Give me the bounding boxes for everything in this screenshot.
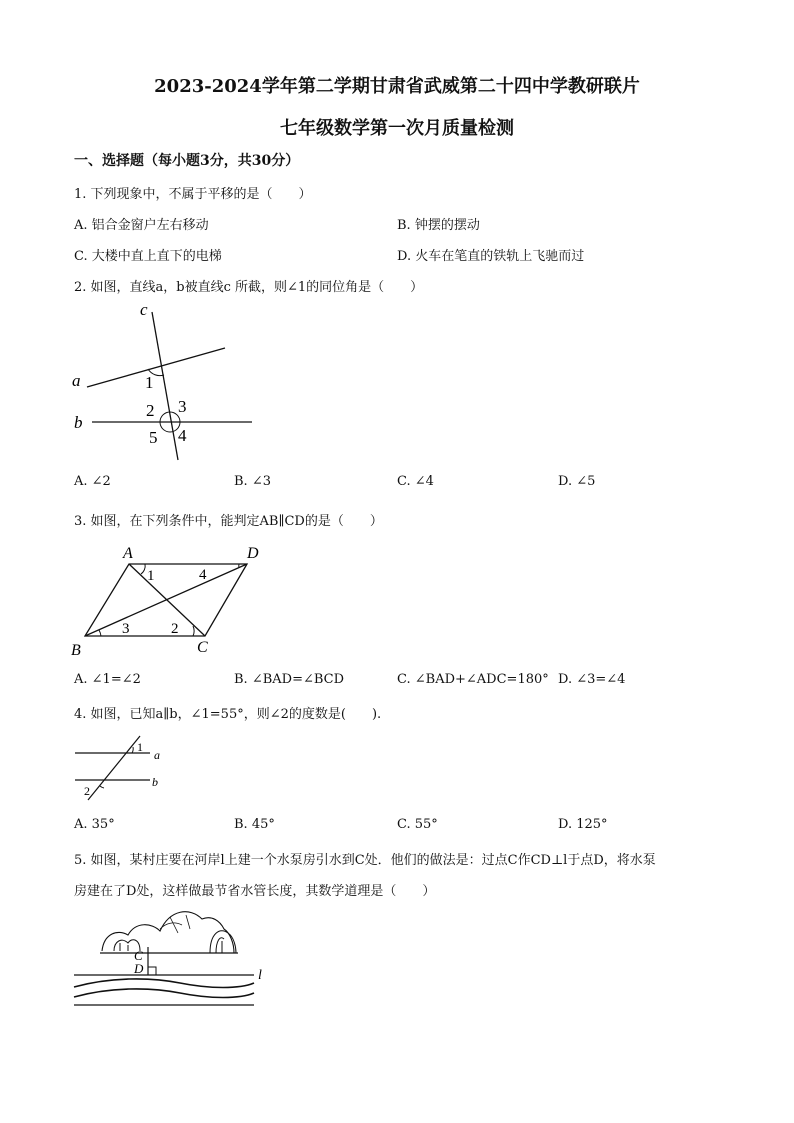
q3-label-b: B — [71, 642, 81, 659]
q3-angle1-arc — [141, 564, 145, 574]
q1-option-a: A. 铝合金窗户左右移动 — [74, 218, 209, 233]
q4-angle1-arc — [132, 747, 133, 753]
q3-label-d: D — [247, 545, 259, 562]
q3-label-1: 1 — [147, 568, 155, 584]
q3-option-b: B. ∠BAD=∠BCD — [234, 672, 345, 687]
q3-label-a: A — [123, 545, 133, 562]
q2-label-c: c — [140, 300, 148, 319]
exam-title-line1: 2023-2024学年第二学期甘肃省武威第二十四中学教研联片 — [154, 76, 640, 97]
q3-option-d: D. ∠3=∠4 — [558, 672, 626, 687]
q2-label-3: 3 — [178, 397, 187, 416]
q2-label-b: b — [74, 413, 83, 432]
q2-figure-transversal — [60, 295, 300, 470]
q3-label-3: 3 — [122, 621, 130, 637]
q5-tree-trunks — [120, 943, 128, 951]
q4-transversal — [88, 736, 140, 800]
q2-label-2: 2 — [146, 401, 155, 420]
q5-figure-river-village — [70, 903, 280, 1011]
q2-label-5: 5 — [149, 428, 158, 447]
q2-label-1: 1 — [145, 373, 154, 392]
q5-right-angle-mark — [148, 967, 156, 975]
q1-stem: 1. 下列现象中，不属于平移的是（ ） — [74, 187, 312, 202]
q1-option-c: C. 大楼中直上直下的电梯 — [74, 249, 222, 264]
q3-label-4: 4 — [199, 567, 207, 583]
q3-figure-parallelogram — [65, 540, 285, 665]
q3-option-c: C. ∠BAD+∠ADC=180° — [397, 672, 549, 687]
q5-label-l: l — [258, 968, 262, 983]
q4-stem: 4. 如图，已知a∥b，∠1=55°，则∠2的度数是( ). — [74, 707, 382, 722]
q2-line-a — [87, 348, 225, 387]
q3-stem: 3. 如图，在下列条件中，能判定AB∥CD的是（ ） — [74, 514, 383, 529]
q5-hills-outline — [102, 912, 234, 953]
q4-label-1: 1 — [137, 740, 143, 754]
q4-label-b: b — [152, 775, 158, 789]
q5-wave-2 — [74, 989, 254, 998]
q4-figure-parallel-lines — [70, 728, 180, 804]
q2-label-4: 4 — [178, 426, 187, 445]
q5-wave-1 — [74, 979, 254, 988]
q5-tree-right-detail — [216, 938, 224, 953]
q1-option-b: B. 钟摆的摆动 — [397, 218, 480, 233]
q4-label-a: a — [154, 748, 160, 762]
q3-diagonal-bd — [85, 564, 247, 636]
q3-option-a: A. ∠1=∠2 — [74, 672, 141, 687]
q2-option-c: C. ∠4 — [397, 474, 434, 489]
q2-option-d: D. ∠5 — [558, 474, 596, 489]
q4-label-2: 2 — [84, 784, 90, 798]
section-heading-multiple-choice: 一、选择题（每小题3分，共30分） — [74, 153, 300, 169]
q4-option-c: C. 55° — [397, 817, 438, 832]
q4-option-a: A. 35° — [74, 817, 115, 832]
q5-label-c: C — [134, 948, 143, 963]
q5-stem-line2: 房建在了D处，这样做最节省水管长度，其数学道理是（ ） — [74, 884, 436, 899]
q3-angle2-arc — [193, 626, 194, 636]
q5-stem-line1: 5. 如图，某村庄要在河岸l上建一个水泵房引水到C处．他们的做法是：过点C作CD⊥l于点D，将水泵 — [74, 853, 656, 868]
q3-label-2: 2 — [171, 621, 179, 637]
q1-option-d: D. 火车在笔直的铁轨上飞驰而过 — [397, 249, 585, 264]
q4-option-d: D. 125° — [558, 817, 608, 832]
q2-label-a: a — [72, 371, 81, 390]
q3-label-c: C — [197, 639, 208, 656]
q2-stem: 2. 如图，直线a，b被直线c 所截，则∠1的同位角是（ ） — [74, 280, 424, 295]
q2-option-b: B. ∠3 — [234, 474, 271, 489]
q2-option-a: A. ∠2 — [74, 474, 111, 489]
q5-label-d: D — [134, 961, 144, 976]
q4-angle2-arc — [100, 786, 104, 788]
q4-option-b: B. 45° — [234, 817, 275, 832]
exam-title-line2: 七年级数学第一次月质量检测 — [280, 118, 514, 139]
q3-angle3-arc — [99, 630, 101, 636]
